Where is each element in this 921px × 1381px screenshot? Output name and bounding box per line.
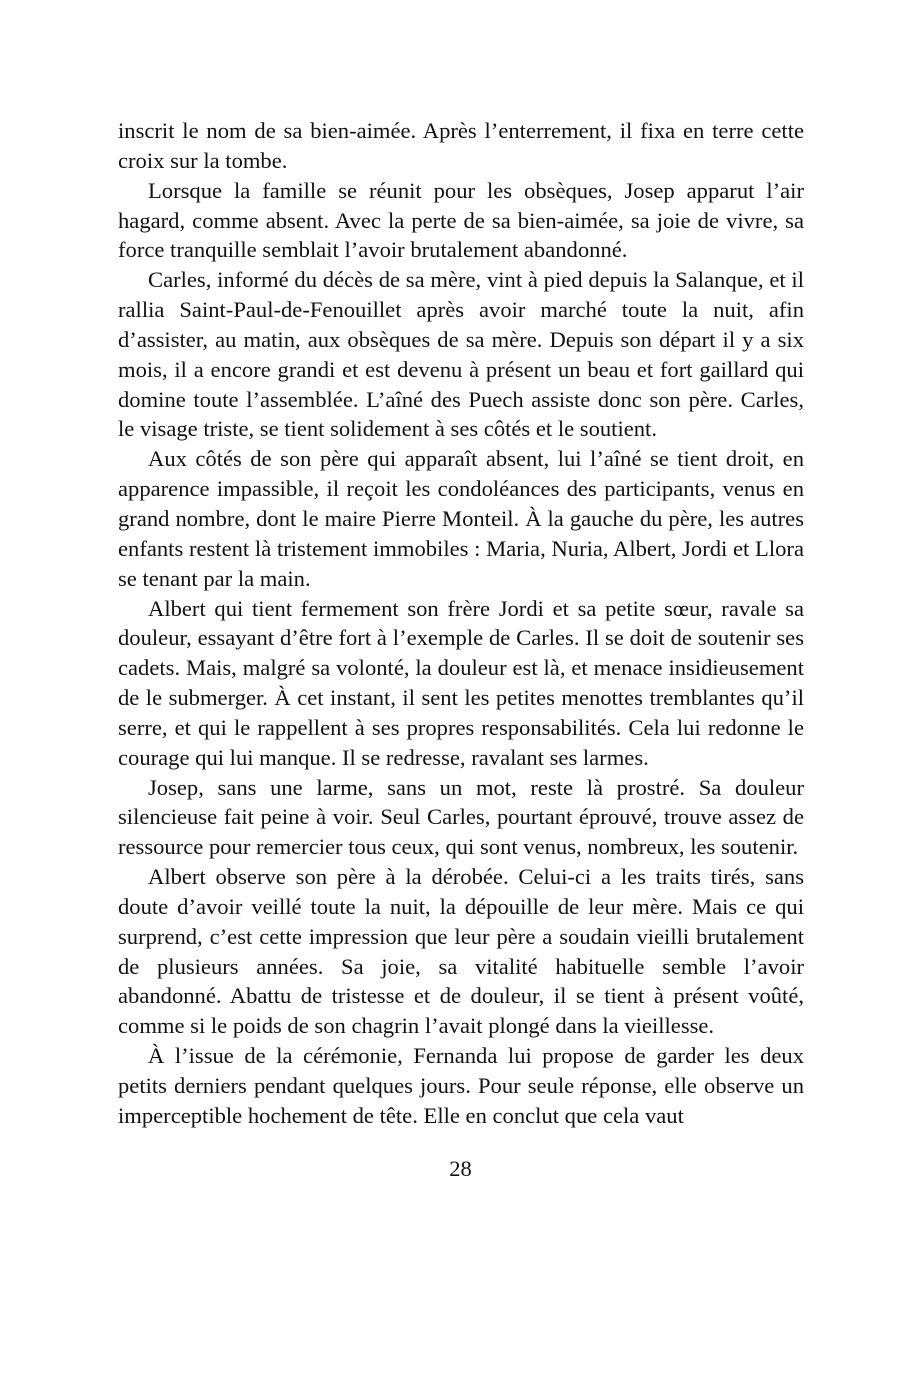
paragraph: Aux côtés de son père qui apparaît absent, lui l’aîné se tient droit, en apparence impassible, il reçoit les condoléances des participants, venus en grand nombre, dont le maire Pierre Monteil. À la gauche du père, les autres enfants restent là tristement immobiles : Maria, Nuria, Albert, Jordi et Llora se tenant par la main. <box>118 446 804 591</box>
paragraph: Albert qui tient fermement son frère Jordi et sa petite sœur, ravale sa douleur, essayant d’être fort à l’exemple de Carles. Il se doit de soutenir ses cadets. Mais, malgré sa volonté, la douleur est là, et menace insidieusement de le submerger. À cet instant, il sent les petites menottes tremblantes qu’il serre, et qui le rappellent à ses propres responsabilités. Cela lui redonne le courage qui lui manque. Il se redresse, ravalant ses larmes. <box>118 595 804 770</box>
paragraph: À l’issue de la cérémonie, Fernanda lui propose de garder les deux petits derniers pendant quelques jours. Pour seule réponse, elle observe un imperceptible hochement de tête. Elle en conclut que cela vaut <box>118 1043 804 1128</box>
page-number: 28 <box>449 1156 472 1181</box>
paragraph: Carles, informé du décès de sa mère, vint à pied depuis la Salanque, et il rallia Saint-Paul-de-Fenouillet après avoir marché toute la nuit, afin d’assister, au matin, aux obsèques de sa mère. Depuis son départ il y a six mois, il a encore grandi et est devenu à présent un beau et fort gaillard qui domine toute l’assemblée. L’aîné des Puech assiste donc son père. Carles, le visage triste, se tient solidement à ses côtés et le soutient. <box>118 267 804 442</box>
paragraph: Albert observe son père à la dérobée. Celui-ci a les traits tirés, sans doute d’avoir veillé toute la nuit, la dépouille de leur mère. Mais ce qui surprend, c’est cette impression que leur père a soudain vieilli brutalement de plusieurs années. Sa joie, sa vitalité habituelle semble l’avoir abandonné. Abattu de tristesse et de douleur, il se tient à présent voûté, comme si le poids de son chagrin l’avait plongé dans la vieillesse. <box>118 864 804 1039</box>
paragraph: Lorsque la famille se réunit pour les obsèques, Josep apparut l’air hagard, comme absent. Avec la perte de sa bien-aimée, sa joie de vivre, sa force tranquille semblait l’avoir brutalement abandonné. <box>118 177 804 263</box>
page-body <box>118 116 804 1131</box>
paragraph: Josep, sans une larme, sans un mot, reste là prostré. Sa douleur silencieuse fait peine à voir. Seul Carles, pourtant éprouvé, trouve assez de ressource pour remercier tous ceux, qui sont venus, nombreux, les soutenir. <box>118 774 804 860</box>
paragraph: inscrit le nom de sa bien-aimée. Après l’enterrement, il fixa en terre cette croix sur la tombe. <box>118 118 804 173</box>
